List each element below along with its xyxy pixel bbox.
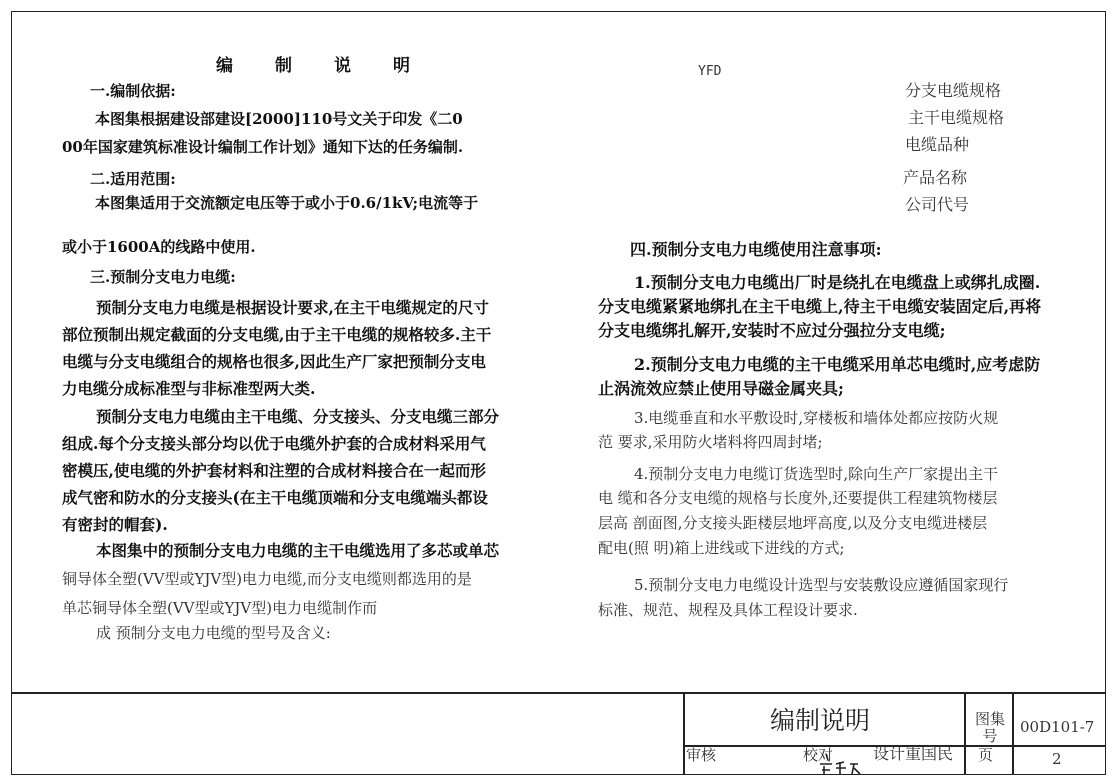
design-label: 设计重国民	[873, 744, 954, 763]
para-2-line: 密模压,使电缆的外护套材料和注塑的合成材料接合在一起而形	[62, 461, 486, 480]
model-label: 产品名称	[903, 168, 968, 187]
model-label: 主干电缆规格	[908, 108, 1005, 127]
titleblock-divider	[1012, 692, 1014, 775]
titleblock-divider	[683, 692, 685, 775]
note-5-line: 标准、规范、规程及具体工程设计要求.	[598, 601, 858, 619]
section-1-line-2: 00年国家建筑标准设计编制工作计划》通知下达的任务编制.	[62, 138, 464, 156]
para-3-line: 单芯铜导体全塑(VV型或YJV型)电力电缆制作而	[62, 599, 378, 617]
para-2-line: 组成.每个分支接头部分均以优于电缆外护套的合成材料采用气	[62, 434, 486, 453]
titleblock-divider	[964, 692, 966, 775]
para-2-line: 成气密和防水的分支接头(在主干电缆顶端和分支电缆端头都设	[62, 488, 488, 507]
review-label: 审核	[686, 746, 717, 764]
check-label: 校对	[803, 746, 834, 764]
section-2-line-2: 或小于1600A的线路中使用.	[62, 238, 256, 256]
note-1-line: 分支电缆紧紧地绑扎在主干电缆上,待主干电缆安装固定后,再将	[598, 297, 1042, 316]
note-1-line: 1.预制分支电力电缆出厂时是绕扎在电缆盘上或绑扎成圈.	[634, 273, 1041, 292]
para-3-line: 铜导体全塑(VV型或YJV型)电力电缆,而分支电缆则都选用的是	[62, 570, 472, 588]
note-4-line: 4.预制分支电力电缆订货选型时,除向生产厂家提出主干	[634, 465, 999, 483]
section-2-title: 二.适用范围:	[90, 170, 176, 188]
note-4-line: 电 缆和各分支电缆的规格与长度外,还要提供工程建筑物楼层	[598, 489, 998, 507]
model-code: YFD	[698, 64, 722, 79]
model-label: 电缆品种	[905, 135, 970, 154]
titleblock-top-rule	[11, 692, 1106, 694]
para-1-line: 预制分支电力电缆是根据设计要求,在主干电缆规定的尺寸	[96, 298, 489, 317]
para-3-bold-line: 本图集中的预制分支电力电缆的主干电缆选用了多芯或单芯	[96, 541, 500, 560]
para-1-line: 力电缆分成标准型与非标准型两大类.	[62, 379, 316, 398]
note-4-line: 层高 剖面图,分支接头距楼层地坪高度,以及分支电缆进楼层	[598, 514, 988, 532]
signature-mark	[818, 752, 864, 776]
section-1-title: 一.编制依据:	[90, 82, 176, 100]
para-1-line: 电缆与分支电缆组合的规格也很多,因此生产厂家把预制分支电	[62, 352, 486, 371]
section-2-line-1: 本图集适用于交流额定电压等于或小于0.6/1kV;电流等于	[95, 194, 479, 212]
para-3-line: 成 预制分支电力电缆的型号及含义:	[96, 624, 331, 642]
page-label: 页	[978, 746, 994, 764]
note-5-line: 5.预制分支电力电缆设计选型与安装敷设应遵循国家现行	[634, 576, 1009, 594]
note-3-line: 3.电缆垂直和水平敷设时,穿楼板和墙体处都应按防火规	[634, 409, 999, 427]
section-1-line-1: 本图集根据建设部建设[2000]110号文关于印发《二0	[95, 110, 463, 128]
para-2-line: 有密封的帽套).	[62, 515, 168, 534]
note-4-line: 配电(照 明)箱上进线或下进线的方式;	[598, 539, 845, 557]
section-4-title: 四.预制分支电力电缆使用注意事项:	[630, 240, 882, 259]
note-2-line: 2.预制分支电力电缆的主干电缆采用单芯电缆时,应考虑防	[634, 355, 1041, 374]
para-2-line: 预制分支电力电缆由主干电缆、分支接头、分支电缆三部分	[96, 407, 500, 426]
model-label: 公司代号	[905, 195, 970, 214]
page-number: 2	[1052, 750, 1062, 768]
section-3-title: 三.预制分支电力电缆:	[90, 268, 236, 286]
model-label: 分支电缆规格	[905, 81, 1002, 100]
note-3-line: 范 要求,采用防火堵料将四周封堵;	[598, 433, 823, 451]
titleblock-name: 编制说明	[770, 706, 871, 735]
note-1-line: 分支电缆绑扎解开,安装时不应过分强拉分支电缆;	[598, 321, 946, 340]
note-2-line: 止涡流效应禁止使用导磁金属夹具;	[598, 379, 844, 398]
atlas-number-label: 图集号	[975, 710, 1006, 745]
atlas-number: 00D101-7	[1020, 718, 1095, 736]
para-1-line: 部位预制出规定截面的分支电缆,由于主干电缆的规格较多.主干	[62, 325, 492, 344]
page-title: 编制说明	[216, 56, 452, 76]
